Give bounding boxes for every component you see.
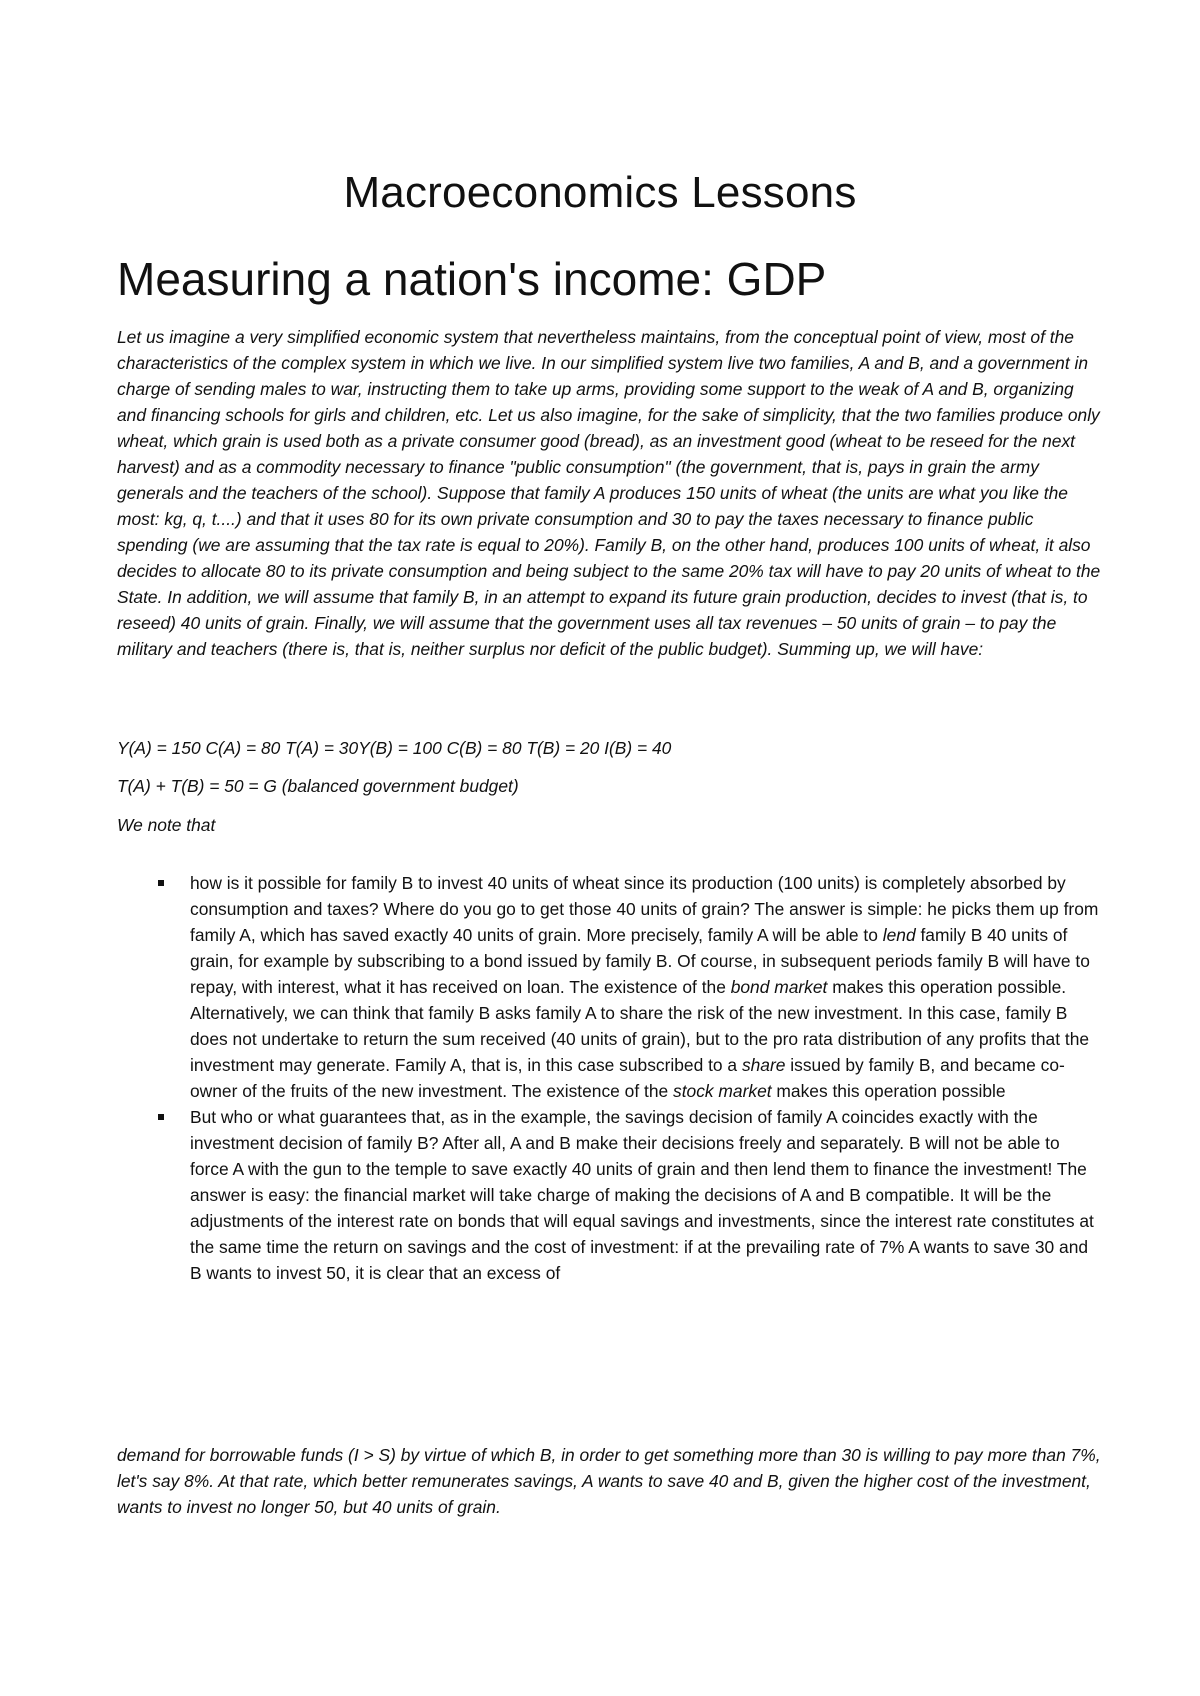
bullet-1-em-bond-market: bond market: [730, 977, 828, 997]
bullet-1-text-5: makes this operation possible: [771, 1081, 1006, 1101]
bullet-1-text-3: makes this operation possible. Alternatively, we can think that family B asks family A to share the risk of the new investment. In this case, family B does not undertake to return the sum received (40 units of grain), but to the pro rata distribution of any profits that the investment may generate. Family A, that is, in this case subscribed to a: [190, 977, 1090, 1075]
bullet-1-em-stock-market: stock market: [673, 1081, 772, 1101]
square-bullet-icon: [158, 1114, 164, 1120]
equation-line-1: Y(A) = 150 C(A) = 80 T(A) = 30Y(B) = 100 C(B) = 80 T(B) = 20 I(B) = 40: [117, 738, 672, 758]
bullet-item-1: [117, 870, 1102, 1104]
bullet-1-em-lend: lend: [882, 925, 916, 945]
bullet-1-text-2: family B 40 units of grain, for example by subscribing to a bond issued by family B. Of course, in subsequent periods family B will have to repay, with interest, what it has received on loan. The existence of the: [190, 925, 1090, 997]
continuation-paragraph: demand for borrowable funds (I > S) by virtue of which B, in order to get something more than 30 is willing to pay more than 7%, let's say 8%. At that rate, which better remunerates savings, A wants to save 40 and B, given the higher cost of the investment, wants to invest no longer 50, but 40 units of grain.: [117, 1445, 1101, 1517]
bullet-item-2: [117, 1104, 1102, 1286]
square-bullet-icon: [158, 880, 164, 886]
bullet-list: [117, 870, 1102, 1286]
bullet-1-text-1: how is it possible for family B to invest 40 units of wheat since its production (100 units) is completely absorbed by consumption and taxes? Where do you go to get those 40 units of grain? The answer is simple: he picks them up from family A, which has saved exactly 40 units of grain. More precisely, family A will be able to: [190, 873, 1099, 945]
section-heading: Measuring a nation's income: GDP: [117, 253, 827, 305]
intro-paragraph: Let us imagine a very simplified economic system that nevertheless maintains, from the conceptual point of view, most of the characteristics of the complex system in which we live. In our simplified system live two families, A and B, and a government in charge of sending males to war, instructing them to take up arms, providing some support to the weak of A and B, organizing and financing schools for girls and children, etc. Let us also imagine, for the sake of simplicity, that the two families produce only wheat, which grain is used both as a private consumer good (bread), as an investment good (wheat to be reseed for the next harvest) and as a commodity necessary to finance "public consumption" (the government, that is, pays in grain the army generals and the teachers of the school). Suppose that family A produces 150 units of wheat (the units are what you like the most: kg, q, t....) and that it uses 80 for its own private consumption and 30 to pay the taxes necessary to finance public spending (we are assuming that the tax rate is equal to 20%). Family B, on the other hand, produces 100 units of wheat, it also decides to allocate 80 to its private consumption and being subject to the same 20% tax will have to pay 20 units of wheat to the State. In addition, we will assume that family B, in an attempt to expand its future grain production, decides to invest (that is, to reseed) 40 units of grain. Finally, we will assume that the government uses all tax revenues – 50 units of grain – to pay the military and teachers (there is, that is, neither surplus nor deficit of the public budget). Summing up, we will have:: [117, 327, 1101, 659]
bullet-1-em-share: share: [741, 1055, 786, 1075]
bullet-2-text: But who or what guarantees that, as in the example, the savings decision of family A coincides exactly with the investment decision of family B? After all, A and B make their decisions freely and separately. B will not be able to force A with the gun to the temple to save exactly 40 units of grain and then lend them to finance the investment! The answer is easy: the financial market will take charge of making the decisions of A and B compatible. It will be the adjustments of the interest rate on bonds that will equal savings and investments, since the interest rate constitutes at the same time the return on savings and the cost of investment: if at the prevailing rate of 7% A wants to save 30 and B wants to invest 50, it is clear that an excess of: [190, 1107, 1094, 1283]
equation-line-2: T(A) + T(B) = 50 = G (balanced government budget): [117, 776, 519, 796]
note-line: We note that: [117, 815, 216, 835]
bullet-1-text-4: issued by family B, and became co-owner of the fruits of the new investment. The existence of the: [190, 1055, 1065, 1101]
document-title: Macroeconomics Lessons: [343, 168, 857, 217]
